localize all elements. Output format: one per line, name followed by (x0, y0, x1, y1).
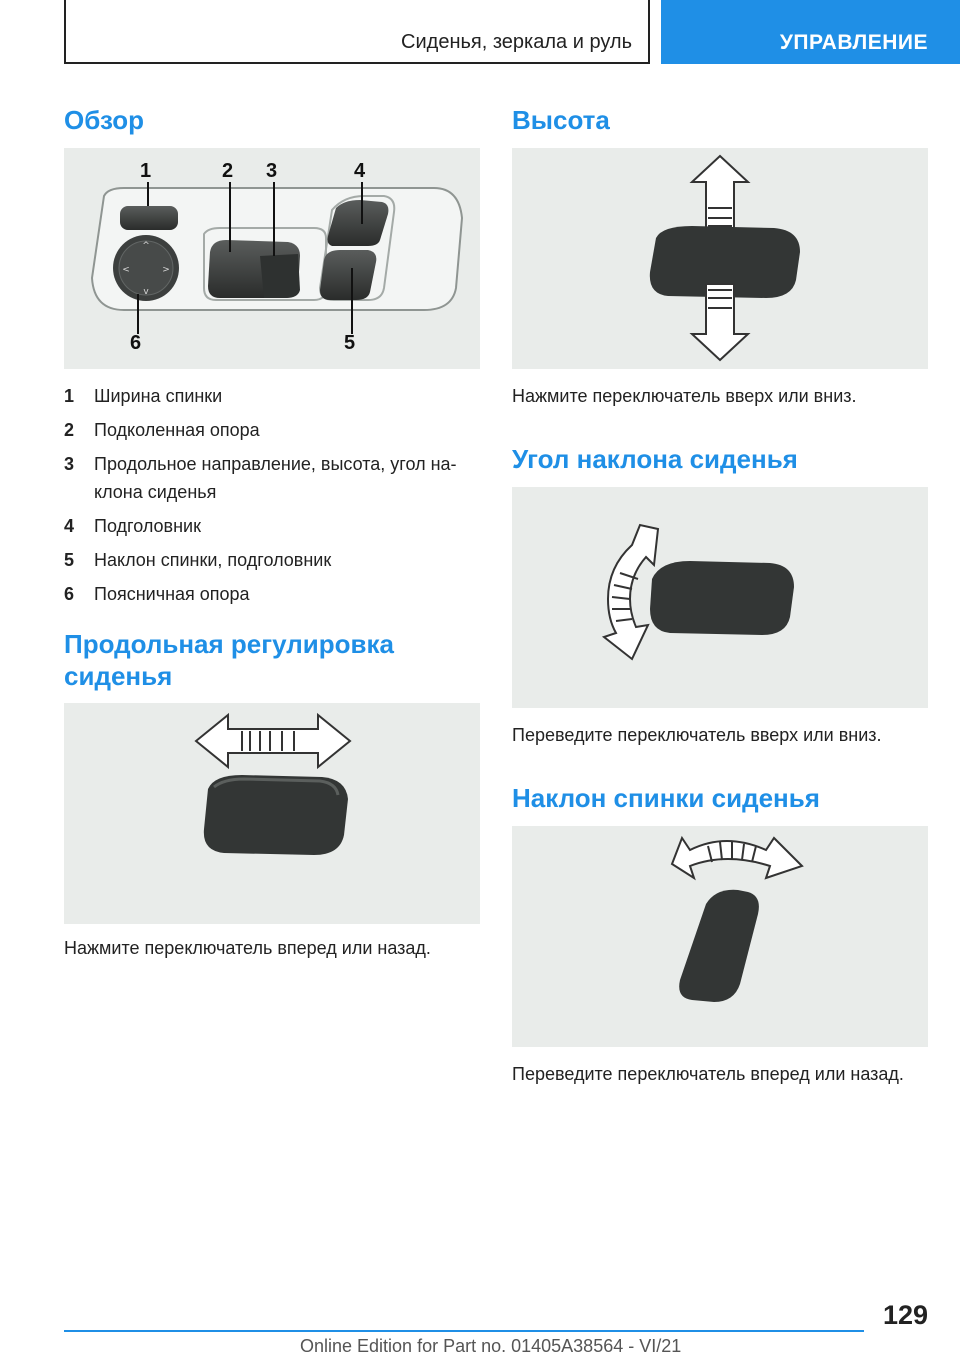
backrest-figure (512, 826, 928, 1047)
tilt-caption: Переведите переключатель вверх или вниз. (512, 725, 882, 745)
height-switch-illustration (512, 148, 928, 369)
height-heading: Высота (512, 105, 610, 135)
svg-text:<: < (122, 265, 130, 275)
footer-rule (64, 1330, 864, 1332)
callout-4: 4 (354, 160, 366, 182)
callout-3: 3 (266, 160, 278, 182)
legend-item: 5 Наклон спинки, подголовник (64, 550, 332, 570)
legend-item: 2 Подколенная опора (64, 420, 260, 440)
tilt-switch-illustration (512, 487, 928, 708)
callout-6: 6 (130, 332, 142, 354)
fore-aft-switch-illustration (64, 703, 480, 924)
backrest-switch-illustration (512, 826, 928, 1047)
height-caption: Нажмите переключатель вверх или вниз. (512, 386, 857, 406)
legend-item: 6 Поясничная опора (64, 584, 250, 604)
svg-text:v: v (143, 287, 149, 297)
callout-5: 5 (344, 332, 356, 354)
svg-text:^: ^ (142, 241, 150, 251)
legend-item: 4 Подголовник (64, 516, 201, 536)
callout-1: 1 (140, 160, 152, 182)
svg-text:>: > (162, 265, 170, 275)
tilt-figure (512, 487, 928, 708)
backrest-heading: Наклон спинки сиденья (512, 783, 820, 813)
longitudinal-figure (64, 703, 480, 924)
longitudinal-heading: Продольная регулировка сиденья (64, 629, 394, 691)
page-number: 129 (882, 1300, 928, 1330)
overview-legend (64, 382, 484, 614)
backrest-caption: Переведите переключатель вперед или назад. (512, 1064, 904, 1084)
callout-2: 2 (222, 160, 234, 182)
tilt-heading: Угол наклона сиденья (512, 444, 798, 474)
chapter-title: Сиденья, зеркала и руль (401, 31, 632, 53)
header-section-tab (661, 0, 960, 64)
overview-figure (64, 148, 480, 369)
header-chapter-box (64, 0, 650, 64)
legend-item: 3 Продольное направление, высота, угол на-клона сиденья (64, 454, 457, 502)
height-figure (512, 148, 928, 369)
legend-item: 1 Ширина спинки (64, 386, 223, 406)
section-title: УПРАВЛЕНИЕ (779, 31, 928, 54)
longitudinal-caption: Нажмите переключатель вперед или назад. (64, 938, 431, 958)
edition-note: Online Edition for Part no. 01405A38564 - VI/21 (300, 1336, 682, 1356)
overview-heading: Обзор (64, 105, 144, 135)
